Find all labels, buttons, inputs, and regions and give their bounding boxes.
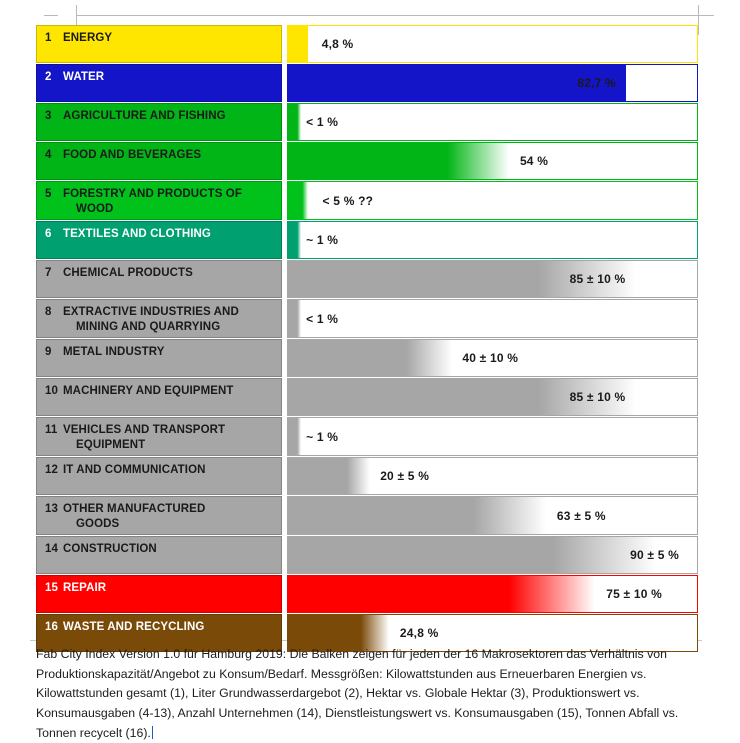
- sector-label-12: [36, 457, 282, 495]
- sector-name: [63, 227, 211, 242]
- sector-name-line: REPAIR: [63, 582, 107, 594]
- sector-bar-10: [287, 378, 698, 416]
- sector-name-line: AGRICULTURE AND FISHING: [63, 110, 226, 122]
- sector-name: [63, 70, 104, 85]
- sector-bar-fill: [288, 537, 656, 573]
- sector-index: 6: [45, 228, 52, 240]
- sector-label-11: [36, 417, 282, 456]
- sector-value-label: < 1 %: [306, 311, 339, 326]
- sector-label-5: [36, 181, 282, 220]
- sector-label-13: [36, 496, 282, 535]
- sector-index: 5: [45, 188, 52, 200]
- sector-value-label: 20 ± 5 %: [380, 469, 430, 483]
- fab-city-index-chart: [36, 25, 698, 653]
- sector-bar-12: [287, 457, 698, 495]
- crop-mark-top-right-vertical: [698, 5, 699, 35]
- sector-value-label: 24,8 %: [399, 626, 439, 640]
- sector-label-14: [36, 536, 282, 574]
- sector-name: [63, 266, 193, 281]
- sector-bar-14: [287, 536, 698, 574]
- sector-value-label: 85 ± 10 %: [569, 272, 626, 286]
- sector-label-8: [36, 299, 282, 338]
- sector-index: 9: [45, 346, 52, 358]
- crop-mark-top-right-horizontal: [698, 15, 714, 16]
- sector-label-4: [36, 142, 282, 180]
- chart-row: [36, 181, 698, 220]
- sector-index: 12: [45, 464, 58, 476]
- sector-bar-fill: [288, 576, 595, 612]
- sector-bar-fill: [288, 340, 452, 376]
- chart-row: [36, 103, 698, 141]
- sector-bar-fill: [288, 418, 301, 455]
- sector-name: [63, 620, 204, 635]
- sector-index: 1: [45, 32, 52, 44]
- sector-value-label: < 5 % ??: [322, 193, 374, 208]
- sector-index: 13: [45, 503, 58, 515]
- page-left-edge: [76, 15, 77, 25]
- sector-bar-6: [287, 221, 698, 259]
- sector-index: 4: [45, 149, 52, 161]
- sector-name: [63, 109, 226, 124]
- sector-label-15: [36, 575, 282, 613]
- sector-bar-8: [287, 299, 698, 338]
- sector-index: 11: [45, 424, 58, 436]
- crop-mark-top-left-horizontal: [44, 15, 58, 16]
- sector-name: [63, 384, 234, 399]
- chart-row: [36, 378, 698, 416]
- sector-name-line: GOODS: [76, 517, 120, 530]
- sector-name: [63, 542, 157, 557]
- sector-index: 14: [45, 543, 58, 555]
- sector-value-label: 63 ± 5 %: [556, 508, 606, 523]
- sector-name-line: CONSTRUCTION: [63, 543, 157, 555]
- sector-label-2: [36, 64, 282, 102]
- sector-name-line: VEHICLES AND TRANSPORT: [63, 424, 226, 436]
- sector-value-label: ~ 1 %: [306, 233, 339, 247]
- sector-name-line: FOOD AND BEVERAGES: [63, 149, 202, 161]
- sector-label-1: [36, 25, 282, 63]
- sector-index: 7: [45, 267, 52, 279]
- chart-row: [36, 25, 698, 63]
- sector-bar-2: [287, 64, 698, 102]
- sector-name-line: ENERGY: [63, 32, 113, 44]
- sector-bar-11: [287, 417, 698, 456]
- sector-bar-4: [287, 142, 698, 180]
- sector-name: [63, 423, 225, 452]
- sector-value-label: 85 ± 10 %: [569, 390, 626, 404]
- sector-value-label: ~ 1 %: [306, 429, 339, 444]
- sector-bar-15: [287, 575, 698, 613]
- sector-value-label: 4,8 %: [321, 37, 354, 51]
- sector-bar-5: [287, 181, 698, 220]
- sector-index: 2: [45, 71, 52, 83]
- sector-name-line: WATER: [63, 71, 105, 83]
- sector-bar-1: [287, 25, 698, 63]
- chart-row: [36, 142, 698, 180]
- sector-name-line: WASTE AND RECYCLING: [63, 621, 205, 633]
- sector-bar-9: [287, 339, 698, 377]
- sector-label-6: [36, 221, 282, 259]
- sector-name: [63, 187, 242, 216]
- sector-name-line: EXTRACTIVE INDUSTRIES AND: [63, 306, 239, 318]
- sector-value-label: < 1 %: [306, 115, 339, 129]
- sector-value-label: 40 ± 10 %: [462, 351, 519, 365]
- sector-name: [63, 31, 112, 46]
- sector-name-line: METAL INDUSTRY: [63, 346, 165, 358]
- sector-index: 10: [45, 385, 58, 397]
- sector-bar-7: [287, 260, 698, 298]
- sector-bar-fill: [288, 104, 301, 140]
- sector-value-label: 54 %: [519, 154, 549, 168]
- chart-row: [36, 496, 698, 535]
- sector-name: [63, 502, 205, 531]
- sector-value-label: 75 ± 10 %: [606, 587, 663, 601]
- sector-bar-fill: [288, 182, 308, 219]
- sector-name: [63, 305, 239, 334]
- sector-name: [63, 345, 165, 360]
- sector-name-line: FORESTRY AND PRODUCTS OF: [63, 188, 242, 200]
- chart-row: [36, 536, 698, 574]
- chart-row: [36, 457, 698, 495]
- chart-row: [36, 260, 698, 298]
- sector-index: 16: [45, 621, 58, 633]
- sector-index: 3: [45, 110, 52, 122]
- sector-label-3: [36, 103, 282, 141]
- sector-index: 8: [45, 306, 52, 318]
- sector-label-9: [36, 339, 282, 377]
- sector-label-7: [36, 260, 282, 298]
- chart-row: [36, 299, 698, 338]
- figure-caption: [36, 645, 686, 743]
- sector-bar-fill: [288, 26, 308, 62]
- sector-bar-3: [287, 103, 698, 141]
- page-top-edge: [76, 15, 698, 16]
- caption-text: Fab City Index Version 1.0 für Hamburg 2019: Die Balken zeigen für jeden der 16 Makrosektoren das Verhältnis von Produktionskapazität/Angebot zu Konsum/Bedarf. Messgrößen: Kilowattstunden aus Erneuerbaren Energien vs. Kilowattstunden gesamt (1), Liter Grundwasserdargebot (2), Hektar vs. Globale Hektar (3), Produktionswert vs. Konsumausgaben (4-13), Anzahl Unternehmen (14), Dienstleistungswert vs. Konsumausgaben (15), Tonnen Abfall vs. Tonnen recycelt (16).: [36, 647, 679, 740]
- sector-name-line: WOOD: [76, 202, 114, 215]
- sector-name-line: MINING AND QUARRYING: [76, 320, 221, 333]
- sector-bar-fill: [288, 458, 370, 494]
- sector-bar-13: [287, 496, 698, 535]
- chart-row: [36, 339, 698, 377]
- crop-mark-top-left-vertical: [76, 5, 77, 19]
- sector-name-line: TEXTILES AND CLOTHING: [63, 228, 211, 240]
- sector-bar-fill: [288, 143, 509, 179]
- sector-name-line: MACHINERY AND EQUIPMENT: [63, 385, 234, 397]
- sector-label-10: [36, 378, 282, 416]
- sector-bar-fill: [288, 65, 626, 101]
- sector-bar-fill: [288, 222, 301, 258]
- sector-bar-fill: [288, 300, 301, 337]
- sector-name-line: OTHER MANUFACTURED: [63, 503, 206, 515]
- sector-name-line: CHEMICAL PRODUCTS: [63, 267, 193, 279]
- sector-name: [63, 463, 206, 478]
- sector-name-line: EQUIPMENT: [76, 438, 146, 451]
- sector-value-label: 82,7 %: [577, 76, 616, 90]
- chart-row: [36, 417, 698, 456]
- chart-row: [36, 221, 698, 259]
- sector-value-label: 90 ± 5 %: [630, 548, 679, 562]
- chart-row: [36, 64, 698, 102]
- sector-name: [63, 148, 201, 163]
- chart-row: [36, 575, 698, 613]
- sector-name: [63, 581, 106, 596]
- sector-index: 15: [45, 582, 58, 594]
- sector-name-line: IT AND COMMUNICATION: [63, 464, 206, 476]
- sector-bar-fill: [288, 497, 546, 534]
